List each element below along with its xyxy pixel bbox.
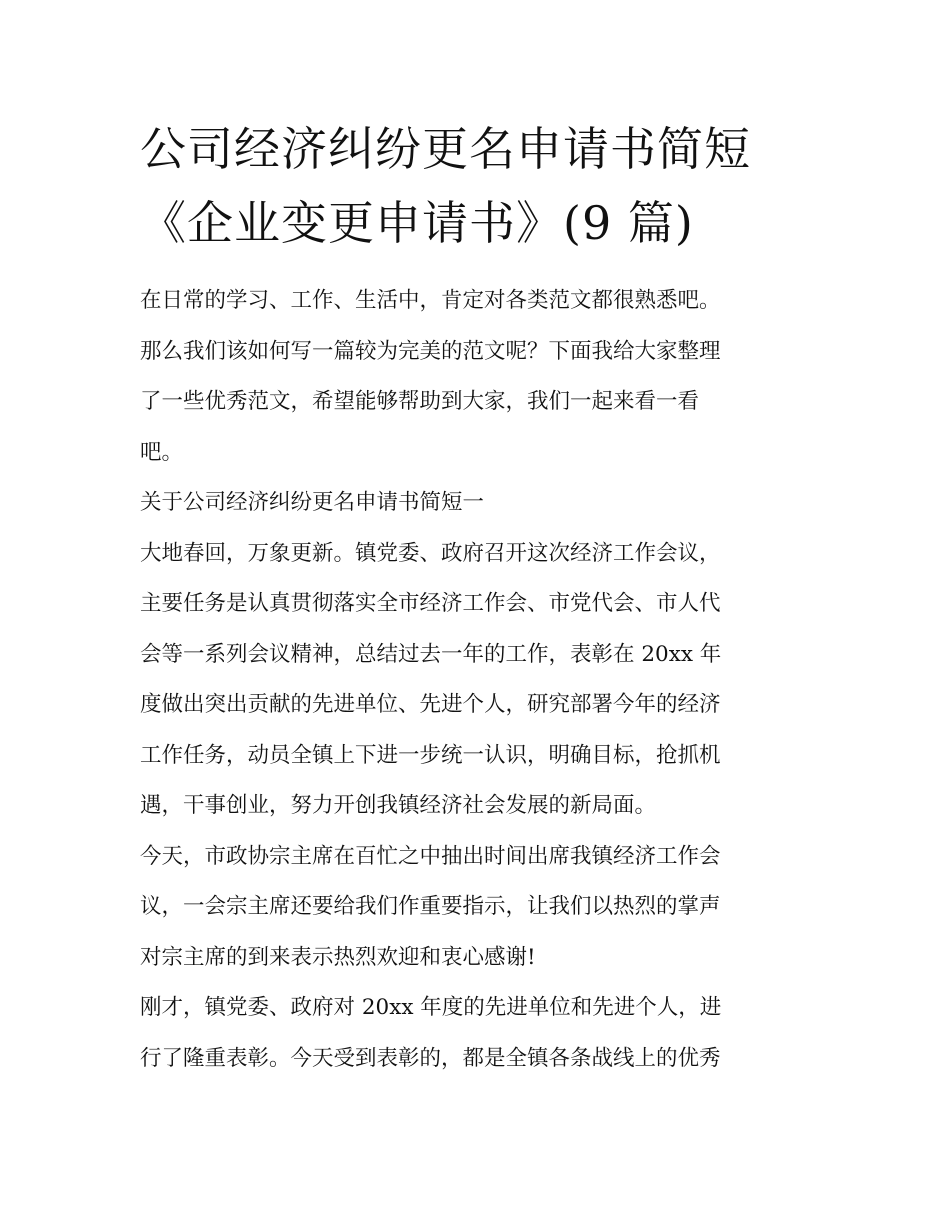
- paragraph-line: 吧。: [140, 439, 184, 465]
- paragraph-line: 遇，干事创业，努力开创我镇经济社会发展的新局面。: [140, 793, 657, 818]
- document-title: [140, 112, 840, 260]
- paragraph-line: 今天，市政协宗主席在百忙之中抽出时间出席我镇经济工作会: [140, 843, 721, 869]
- title-line-1: 公司经济纠纷更名申请书简短: [140, 122, 751, 176]
- paragraph-line: 那么我们该如何写一篇较为完美的范文呢？下面我给大家整理: [140, 338, 721, 364]
- paragraph-line: 主要任务是认真贯彻落实全市经济工作会、市党代会、市人代: [140, 591, 721, 616]
- paragraph-line: 行了隆重表彰。今天受到表彰的，都是全镇各条战线上的优秀: [140, 1045, 721, 1071]
- paragraph-line: 在日常的学习、工作、生活中，肯定对各类范文都很熟悉吧。: [140, 288, 721, 313]
- paragraph-line: 了一些优秀范文，希望能够帮助到大家，我们一起来看一看: [140, 389, 700, 414]
- document-body: [140, 276, 820, 1084]
- paragraph-line: 刚才，镇党委、政府对 20xx 年度的先进单位和先进个人，进: [140, 995, 722, 1020]
- paragraph-line: 工作任务，动员全镇上下进一步统一认识，明确目标，抢抓机: [140, 742, 721, 768]
- paragraph-line: 度做出突出贡献的先进单位、先进个人，研究部署今年的经济: [140, 692, 721, 717]
- section-heading: 关于公司经济纠纷更名申请书简短一: [140, 490, 485, 515]
- paragraph-line: 会等一系列会议精神，总结过去一年的工作，表彰在 20xx 年: [140, 641, 722, 667]
- paragraph-line: 大地春回，万象更新。镇党委、政府召开这次经济工作会议，: [140, 540, 721, 566]
- paragraph-line: 议，一会宗主席还要给我们作重要指示，让我们以热烈的掌声: [140, 894, 721, 919]
- title-line-2: 《企业变更申请书》(9 篇): [140, 196, 694, 250]
- paragraph-line: 对宗主席的到来表示热烈欢迎和衷心感谢!: [140, 944, 536, 970]
